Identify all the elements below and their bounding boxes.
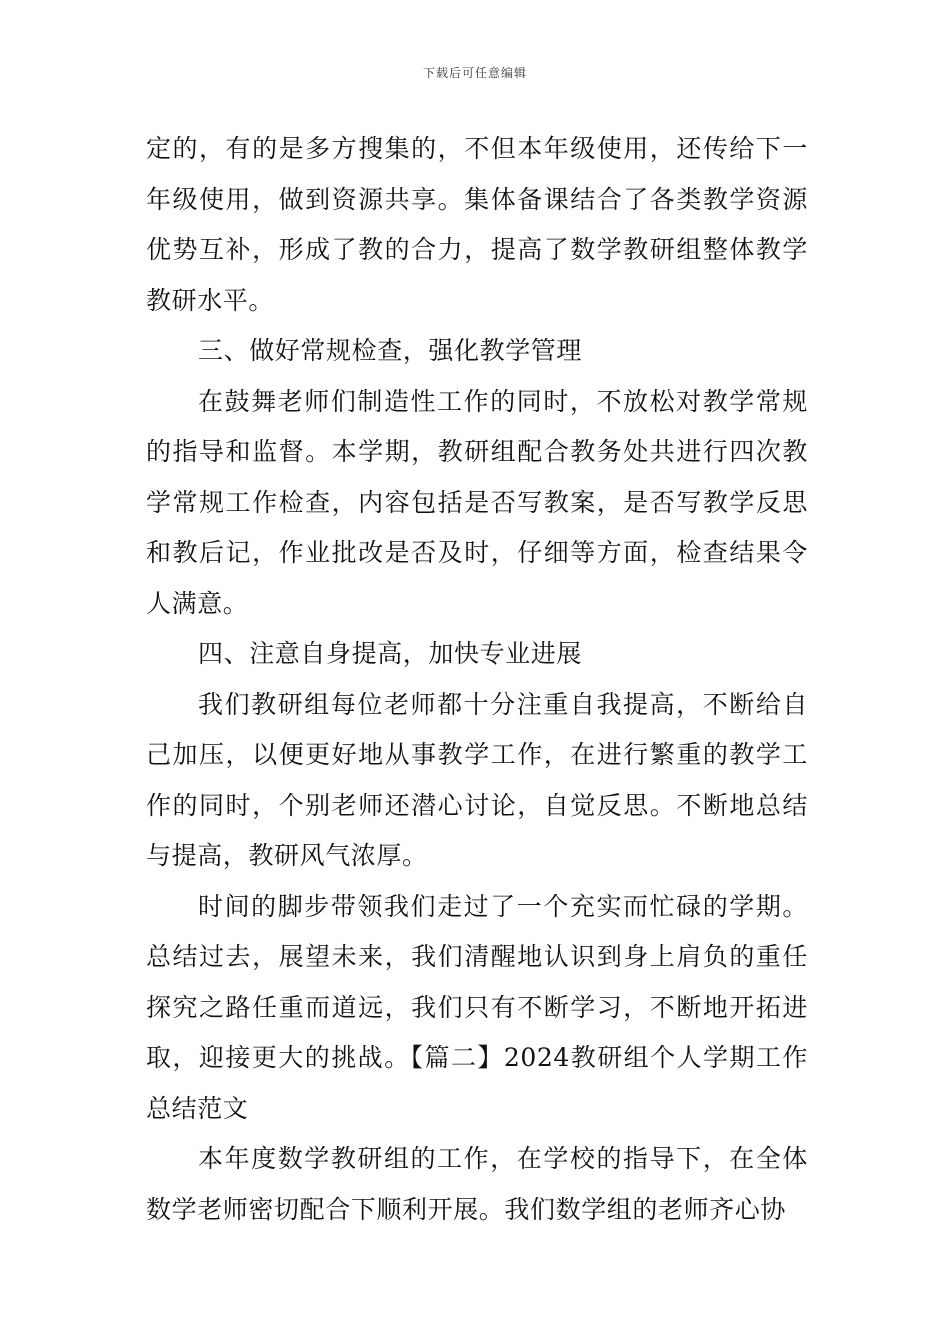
paragraph-self-improvement: 我们教研组每位老师都十分注重自我提高，不断给自己加压，以便更好地从事教学工作，在进行繁重的教学工作的同时，个别老师还潜心讨论，自觉反思。不断地总结与提高，教研风气浓厚。 <box>146 689 808 870</box>
document-body <box>146 124 808 1235</box>
paragraph-part-two-intro: 本年度数学教研组的工作，在学校的指导下，在全体数学老师密切配合下顺利开展。我们数学组的老师齐心协 <box>146 1144 808 1224</box>
page-header: 下载后可任意编辑 <box>422 66 527 80</box>
paragraph-continuation: 定的，有的是多方搜集的，不但本年级使用，还传给下一年级使用，做到资源共享。集体备课结合了各类教学资源优势互补，形成了教的合力，提高了数学教研组整体教学教研水平。 <box>146 134 808 315</box>
section-heading-4: 四、注意自身提高，加快专业进展 <box>198 639 583 668</box>
section-heading-3: 三、做好常规检查，强化教学管理 <box>198 336 583 365</box>
paragraph-conclusion: 时间的脚步带领我们走过了一个充实而忙碌的学期。总结过去，展望未来，我们清醒地认识到身上肩负的重任探究之路任重而道远，我们只有不断学习，不断地开拓进取，迎接更大的挑战。【篇二】2024教研组个人学期工作总结范文 <box>146 891 808 1123</box>
paragraph-routine-check: 在鼓舞老师们制造性工作的同时，不放松对教学常规的指导和监督。本学期，教研组配合教务处共进行四次教学常规工作检查，内容包括是否写教案，是否写教学反思和教后记，作业批改是否及时，仔细等方面，检查结果令人满意。 <box>146 386 808 618</box>
